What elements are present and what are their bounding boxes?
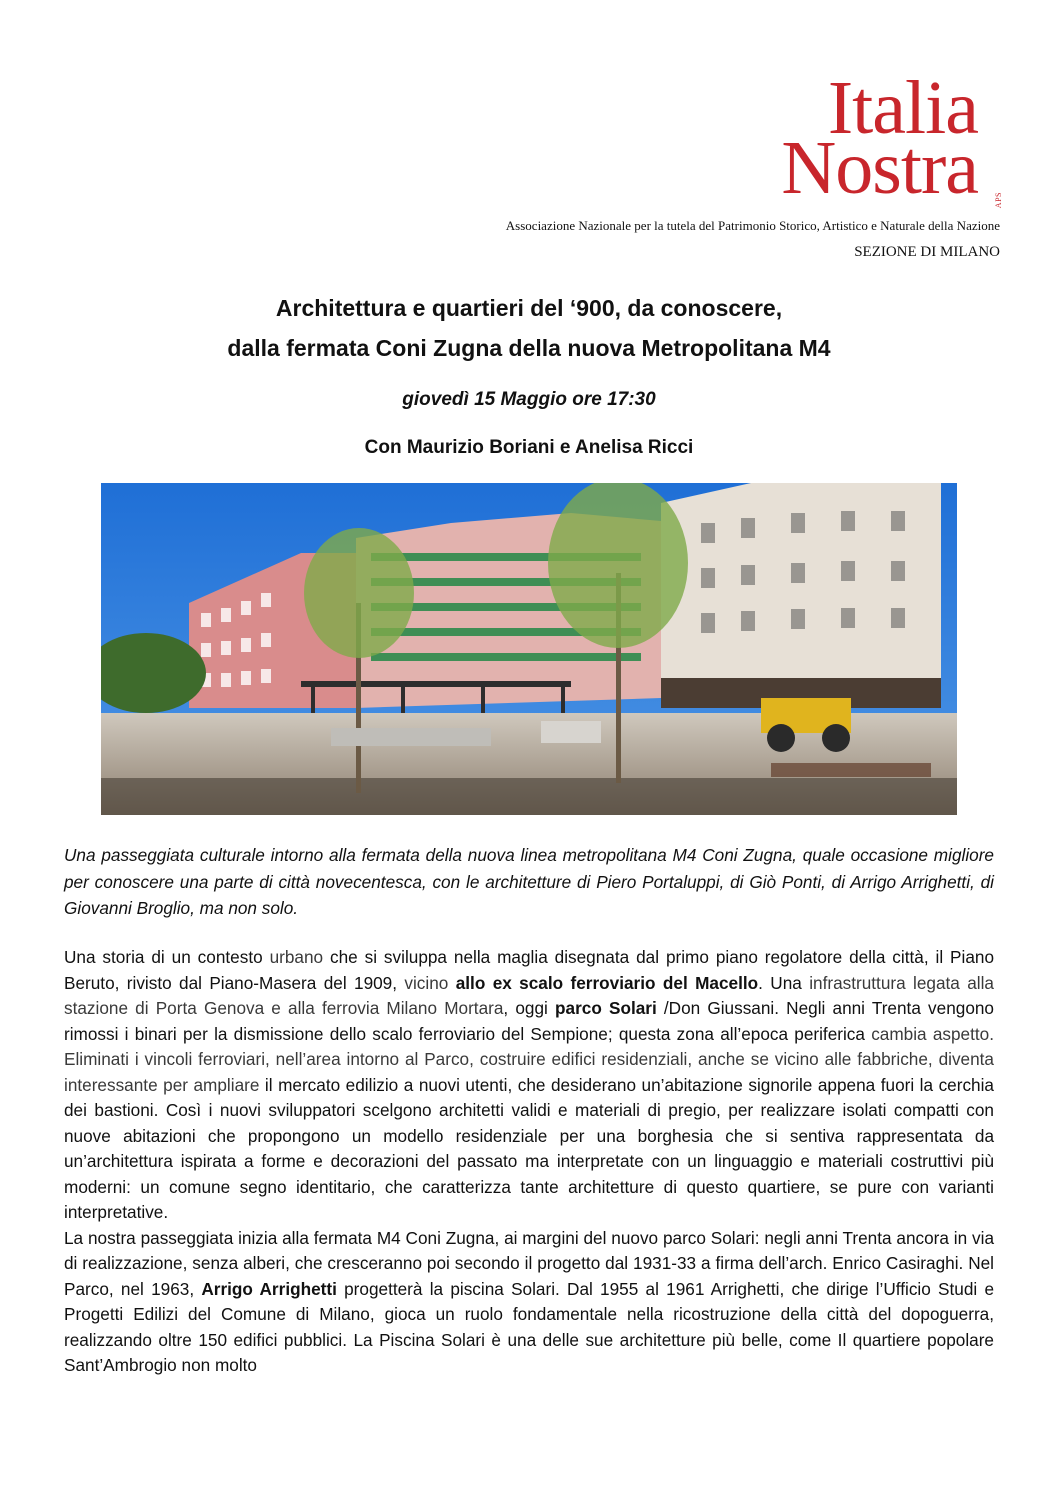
logo-text-nostra: Nostra: [781, 126, 978, 210]
body-paragraph-2: [64, 1226, 994, 1379]
event-photo: [101, 483, 957, 815]
text-run: , oggi: [503, 998, 556, 1018]
bold-run: parco Solari: [555, 998, 657, 1018]
event-authors: Con Maurizio Boriani e Anelisa Ricci: [364, 437, 694, 458]
text-run: /Don Giussani. Negli anni Trenta vengono rimossi i binari per la dismissione dello scalo ferroviario del Sempione; questa zona all’epoca periferica: [64, 998, 994, 1044]
text-run: urbano: [269, 947, 324, 967]
text-run: il mercato edilizio a nuovi utenti, che desiderano un’abitazione signorile appena fuori la cerchia dei bastioni. Così i nuovi sviluppatori scelgono architetti validi e materiali di pregio, per realizzare isolati compatti con nuove abitazioni che propongono un modello residenziale per una borghesia che si sentiva rappresentata da un’architettura ispirata a forme e decorazioni del passato ma interpretate con un linguaggio e materiali costruttivi più moderni: un comune segno identitario, che caratterizza tante architetture di questo quartiere, se pure con varianti interpretative.: [64, 1074, 994, 1222]
association-tagline: Associazione Nazionale per la tutela del Patrimonio Storico, Artistico e Naturale della Nazione: [505, 218, 1000, 233]
bold-run: allo ex scalo ferroviario del Macello: [455, 972, 759, 993]
text-run: Una storia di un contesto: [64, 947, 270, 967]
event-title-line-2: dalla fermata Coni Zugna della nuova Metropolitana M4: [227, 335, 831, 361]
body-paragraph-1: [64, 945, 994, 1226]
photo-illustration: [101, 483, 957, 815]
event-date: giovedì 15 Maggio ore 17:30: [402, 389, 656, 410]
body-text: [64, 945, 994, 1379]
bold-run: Arrigo Arrighetti: [201, 1278, 337, 1299]
text-run: infrastruttura legata alla stazione di Porta Genova e alla ferrovia Milano Mortara: [64, 972, 994, 1018]
text-run: progetterà la piscina Solari. Dal 1955 al 1961 Arrighetti, che dirige l’Ufficio Studi e Progetti Edilizi del Comune di Milano, gioca un ruolo fondamentale nella ricostruzione della città del dopoguerra, realizzando oltre 150 edifici pubblici. La Piscina Solari è una delle sue architetture più belle, come Il quartiere popolare Sant’Ambrogio non molto: [64, 1278, 995, 1375]
italia-nostra-logo: [724, 66, 1014, 210]
text-run: cambia aspetto. Eliminati i vincoli ferroviari, nell’area intorno al Parco, costruire edifici residenziali, anche se vicino alle fabbriche, diventa interessante per ampliare: [64, 1023, 995, 1095]
event-title-line-1: Architettura e quartieri del ‘900, da conoscere,: [275, 295, 783, 321]
logo-text-italia: Italia: [827, 66, 978, 150]
text-run: vicino: [404, 972, 449, 993]
logo-aps-label: APS: [994, 192, 1003, 209]
text-run: . Una: [758, 972, 810, 993]
text-run: La nostra passeggiata inizia alla fermata M4 Coni Zugna, ai margini del nuovo parco Solari: negli anni Trenta ancora in via di realizzazione, senza alberi, che cresceranno poi secondo il progetto dal 1931-33 a firma dell’arch. Enrico Casiraghi. Nel Parco, nel 1963,: [64, 1227, 994, 1299]
text-run: che si sviluppa nella maglia disegnata dal primo piano regolatore della città, il Piano Beruto, rivisto dal Piano-Masera del 1909,: [64, 947, 995, 993]
section-label: SEZIONE DI MILANO: [854, 244, 1000, 260]
intro-paragraph: Una passeggiata culturale intorno alla fermata della nuova linea metropolitana M4 Coni Zugna, quale occasione migliore per conoscere una parte di città novecentesca, con le architetture di Piero Portaluppi, di Giò Ponti, di Arrigo Arrighetti, di Giovanni Broglio, ma non solo.: [64, 845, 994, 918]
